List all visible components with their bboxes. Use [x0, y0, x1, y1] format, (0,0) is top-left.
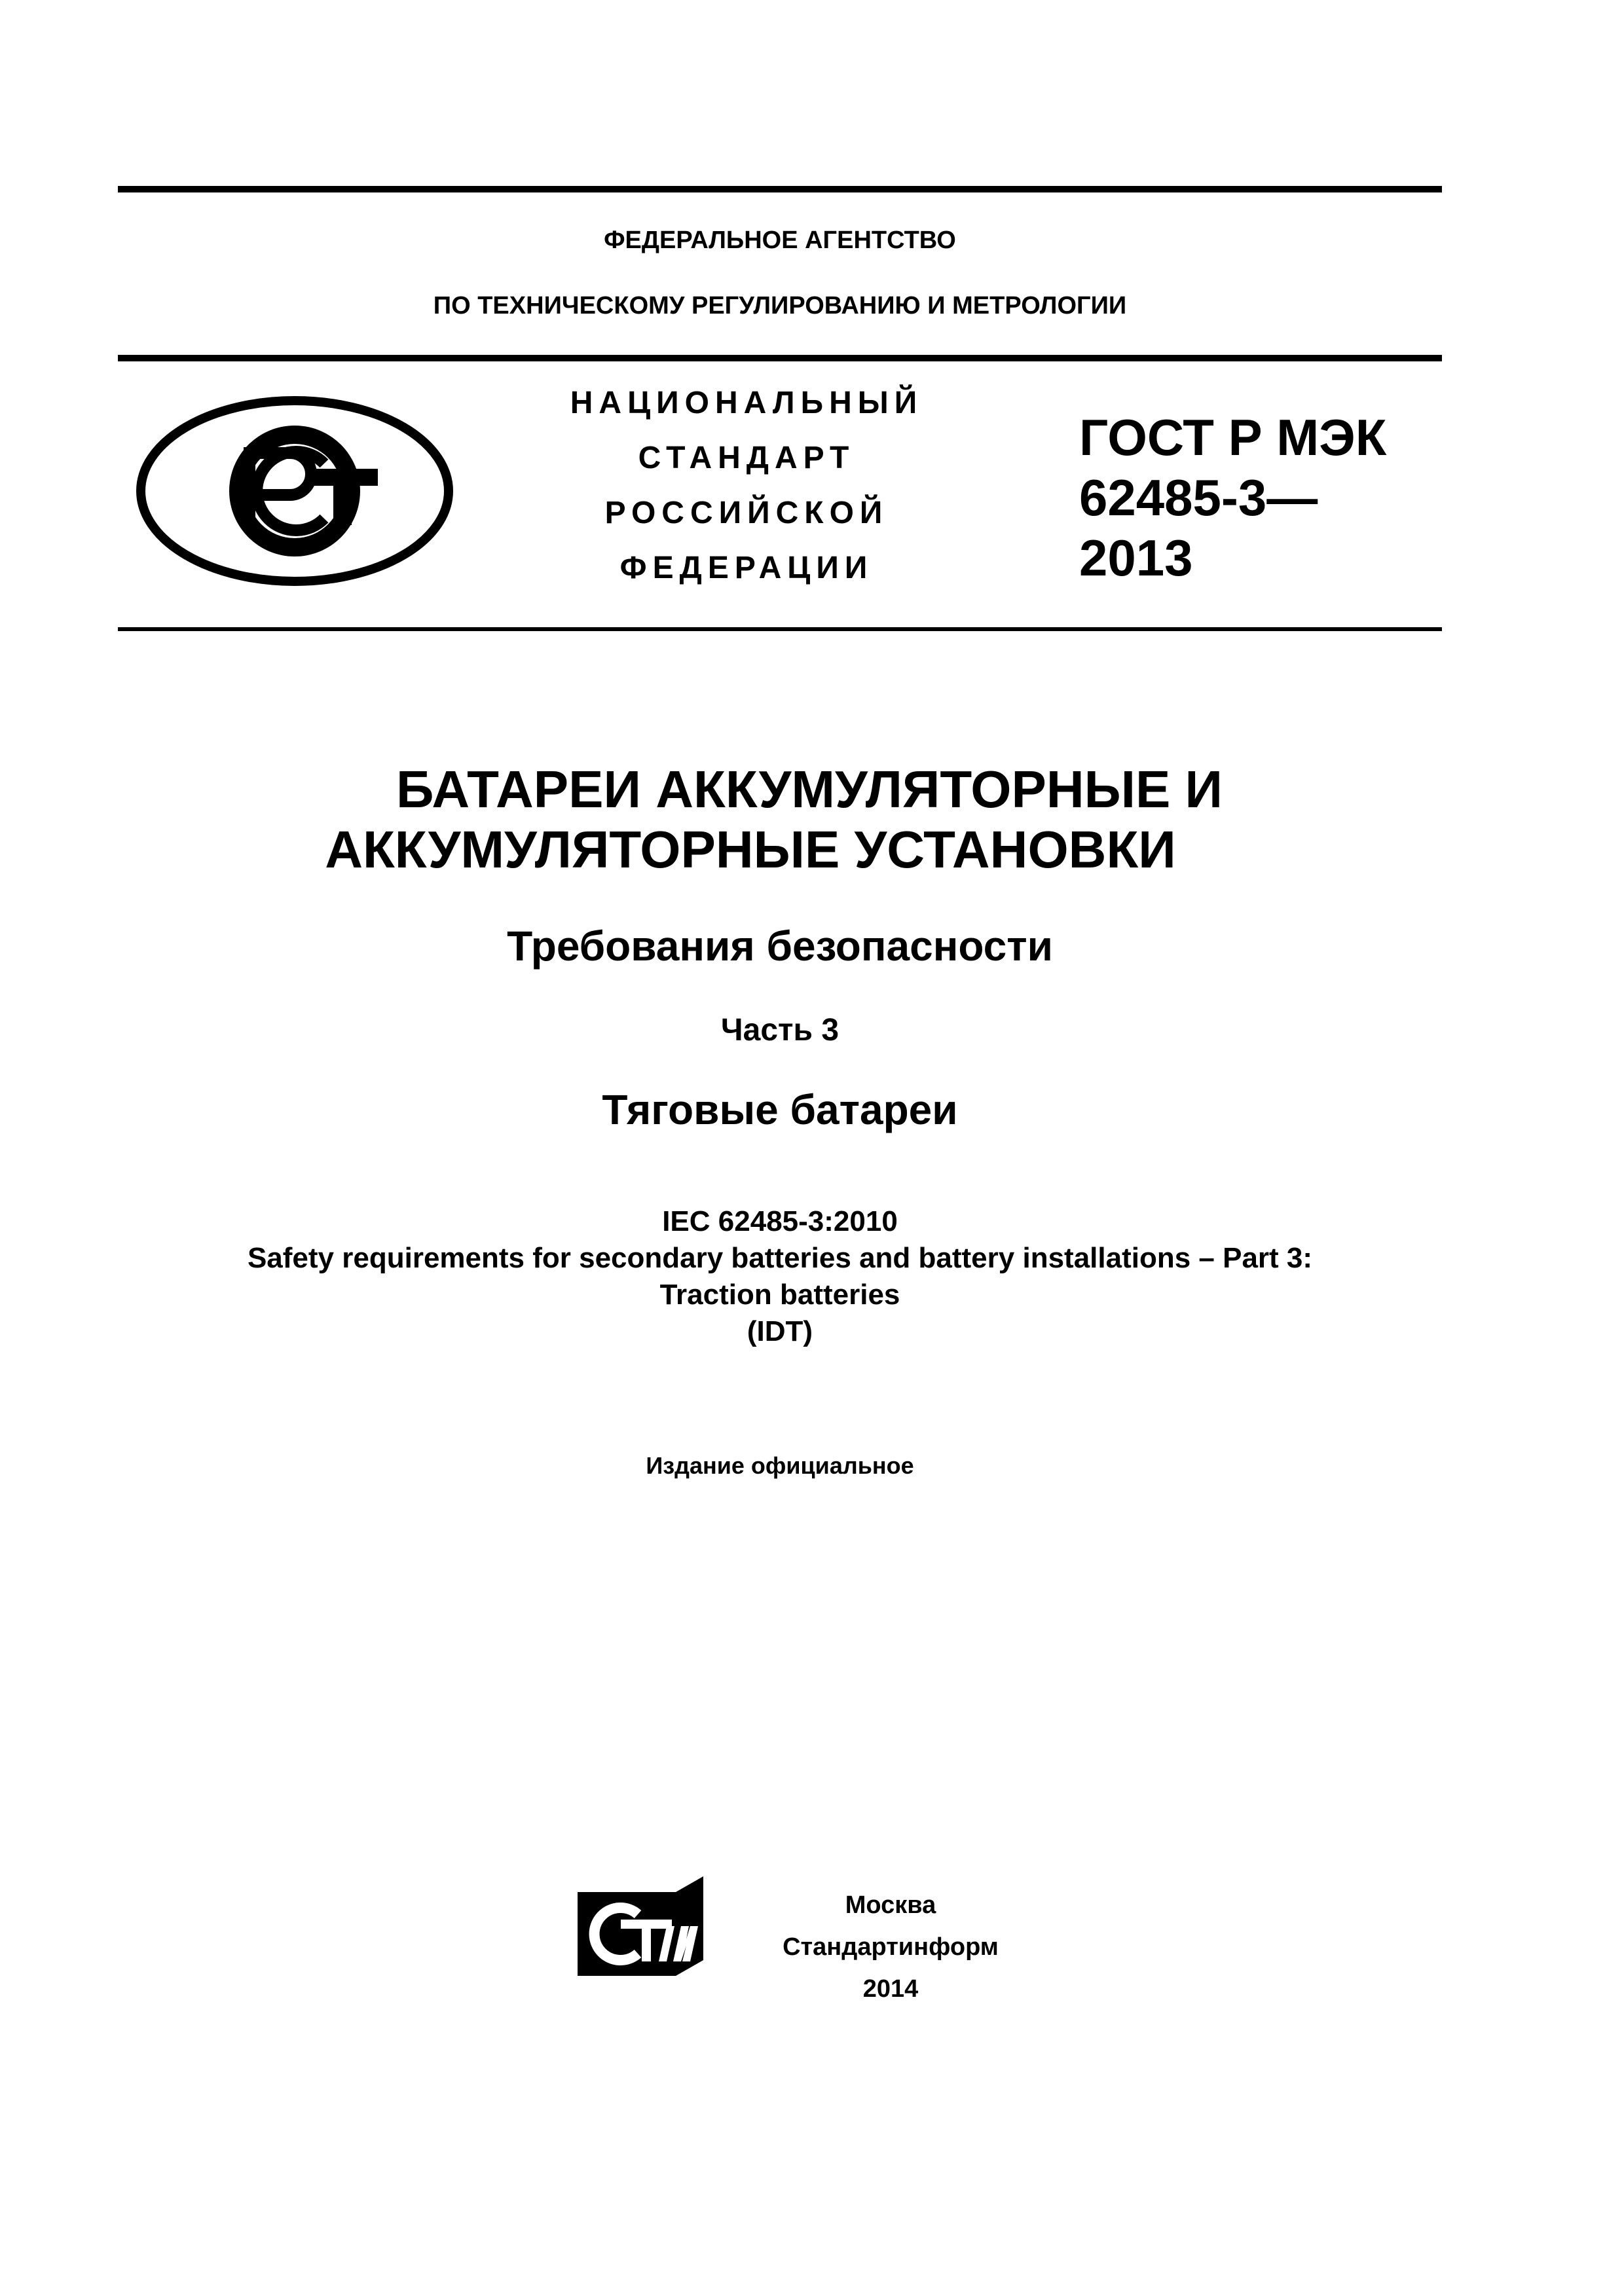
part-number: Часть 3 — [720, 1013, 840, 1048]
document-title — [118, 759, 1442, 880]
designation-line-2: 62485-3— — [1079, 469, 1318, 526]
header-rule — [118, 355, 1442, 361]
document-subtitle: Требования безопасности — [507, 922, 1053, 970]
title-line-1: БАТАРЕИ АККУМУЛЯТОРНЫЕ И — [396, 760, 1223, 818]
nsrf-line-2: СТАНДАРТ — [638, 441, 855, 475]
rst-logo-icon — [134, 393, 455, 589]
nsrf-line-3: РОССИЙСКОЙ — [604, 496, 889, 530]
designation-line-1: ГОСТ Р МЭК — [1079, 409, 1387, 466]
publisher-block — [707, 1884, 1074, 2010]
agency-line-2: ПО ТЕХНИЧЕСКОМУ РЕГУЛИРОВАНИЮ И МЕТРОЛОГИИ — [433, 292, 1127, 319]
title-line-2: АККУМУЛЯТОРНЫЕ УСТАНОВКИ — [325, 820, 1176, 879]
iec-line-1: IEC 62485-3:2010 — [662, 1205, 898, 1237]
publisher-city: Москва — [845, 1891, 936, 1919]
block-rule — [118, 627, 1442, 631]
agency-line-1: ФЕДЕРАЛЬНОЕ АГЕНТСТВО — [604, 227, 956, 254]
part-title: Тяговые батареи — [602, 1086, 958, 1133]
nsrf-line-1: НАЦИОНАЛЬНЫЙ — [570, 386, 923, 420]
iec-line-2: Safety requirements for secondary batteries and battery installations – Part 3: — [247, 1242, 1313, 1274]
top-rule — [118, 186, 1442, 192]
iec-line-4: (IDT) — [747, 1315, 813, 1347]
nsrf-line-4: ФЕДЕРАЦИИ — [619, 551, 874, 585]
publisher-name: Стандартинформ — [783, 1933, 999, 1961]
standard-designation — [1079, 407, 1386, 588]
iec-line-3: Traction batteries — [659, 1279, 900, 1311]
iec-reference — [118, 1203, 1442, 1350]
designation-line-3: 2013 — [1079, 529, 1193, 587]
standartinform-logo-icon — [575, 1874, 706, 1978]
publisher-year: 2014 — [862, 1975, 919, 2003]
edition-label: Издание официальное — [646, 1452, 914, 1479]
